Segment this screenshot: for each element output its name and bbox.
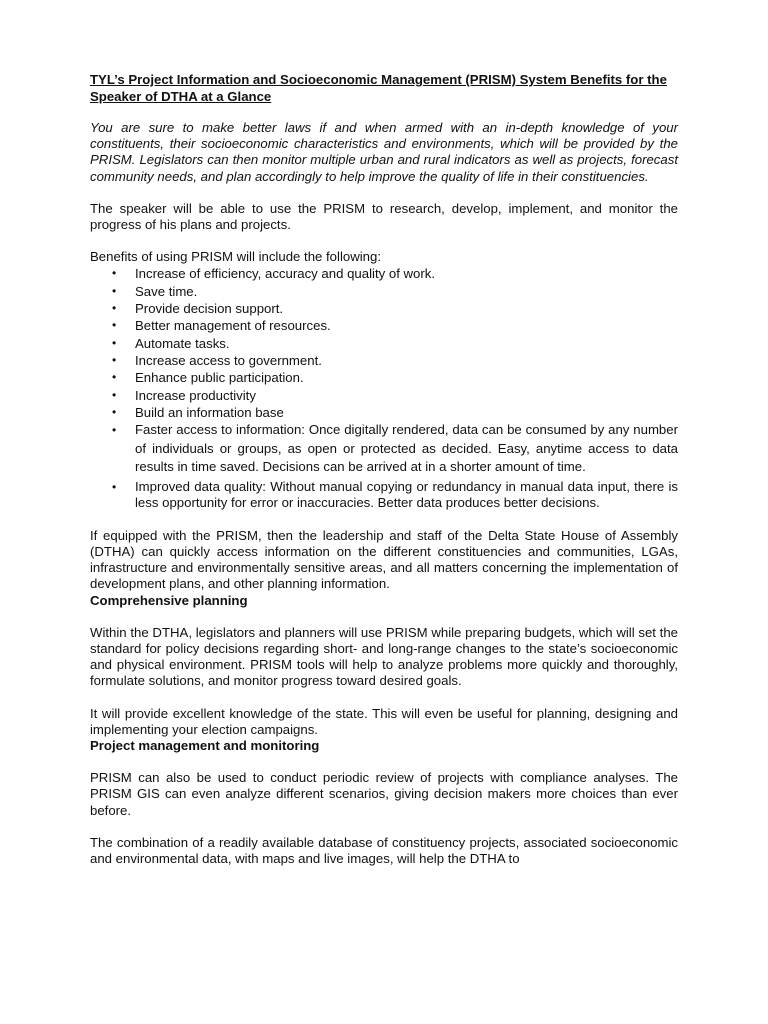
list-item-text: Save time. bbox=[135, 283, 198, 299]
list-item-text: Better management of resources. bbox=[135, 318, 331, 334]
list-item bbox=[90, 479, 678, 512]
bullet-icon: • bbox=[112, 479, 117, 494]
intro-paragraph: You are sure to make better laws if and when armed with an in-depth knowledge of your constituents, their socioeconomic characteristics and environments, which will be provided by the PRISM. Legislators can then monitor multiple urban and rural indicators as well as projects, forecast community needs, and plan accordingly to help improve the quality of life in their constituencies. bbox=[90, 120, 678, 184]
list-item-text: Automate tasks. bbox=[135, 335, 230, 351]
bullet-icon: • bbox=[112, 352, 117, 367]
planning-paragraph-1: Within the DTHA, legislators and planners will use PRISM while preparing budgets, which will set the standard for policy decisions regarding short- and long-range changes to the state’s socioeconomic and physical environment. PRISM tools will help to analyze problems more quickly and thoroughly, formulate solutions, and monitor progress toward desired goals. bbox=[90, 624, 678, 689]
bullet-icon: • bbox=[112, 423, 117, 438]
benefits-lead: Benefits of using PRISM will include the following: bbox=[90, 249, 382, 265]
list-item bbox=[90, 421, 678, 477]
list-item bbox=[90, 335, 678, 352]
section-heading-comprehensive-planning: Comprehensive planning bbox=[90, 592, 248, 608]
project-paragraph-2: The combination of a readily available database of constituency projects, associated socioeconomic and environmental data, with maps and live images, will help the DTHA to bbox=[90, 834, 678, 866]
list-item bbox=[90, 369, 678, 386]
list-item bbox=[90, 265, 678, 282]
equipped-paragraph: If equipped with the PRISM, then the leadership and staff of the Delta State House of Assembly (DTHA) can quickly access information on the different constituencies and communities, LGAs, infrastructure and environmentally sensitive areas, and all matters concerning the implementation of development plans, and other planning information. bbox=[90, 527, 678, 592]
list-item bbox=[90, 300, 678, 317]
document-body bbox=[90, 71, 678, 867]
list-item-text: Provide decision support. bbox=[135, 301, 284, 317]
bullet-icon: • bbox=[112, 335, 117, 350]
bullet-icon: • bbox=[112, 283, 117, 298]
list-item bbox=[90, 283, 678, 300]
list-item-text: Enhance public participation. bbox=[135, 370, 304, 386]
document-title: TYL’s Project Information and Socioeconomic Management (PRISM) System Benefits for the Speaker of DTHA at a Glance bbox=[90, 72, 667, 104]
benefits-list bbox=[90, 265, 678, 511]
list-item bbox=[90, 352, 678, 369]
bullet-icon: • bbox=[112, 387, 117, 402]
bullet-icon: • bbox=[112, 266, 117, 281]
planning-paragraph-2: It will provide excellent knowledge of the state. This will even be useful for planning, designing and implementing your election campaigns. bbox=[90, 705, 678, 737]
list-item bbox=[90, 387, 678, 404]
list-item-text: Increase access to government. bbox=[135, 352, 322, 368]
list-item bbox=[90, 404, 678, 421]
speaker-paragraph: The speaker will be able to use the PRISM to research, develop, implement, and monitor the progress of his plans and projects. bbox=[90, 200, 678, 233]
list-item-text: Build an information base bbox=[135, 404, 284, 420]
bullet-icon: • bbox=[112, 404, 117, 419]
bullet-icon: • bbox=[112, 301, 117, 316]
list-item-text: Improved data quality: Without manual copying or redundancy in manual data input, there is less opportunity for error or inaccuracies. Better data produces better decisions. bbox=[135, 478, 678, 511]
list-item-text: Faster access to information: Once digitally rendered, data can be consumed by any number of individuals or groups, as open or protected as decided. Easy, anytime access to data results in time saved. Decisions can be arrived at in a shorter amount of time. bbox=[135, 422, 678, 475]
bullet-icon: • bbox=[112, 370, 117, 385]
section-heading-project-management: Project management and monitoring bbox=[90, 737, 320, 753]
list-item-text: Increase productivity bbox=[135, 387, 256, 403]
list-item-text: Increase of efficiency, accuracy and quality of work. bbox=[135, 266, 436, 282]
project-paragraph-1: PRISM can also be used to conduct periodic review of projects with compliance analyses. The PRISM GIS can even analyze different scenarios, giving decision makers more choices than ever before. bbox=[90, 770, 678, 818]
bullet-icon: • bbox=[112, 318, 117, 333]
list-item bbox=[90, 317, 678, 334]
